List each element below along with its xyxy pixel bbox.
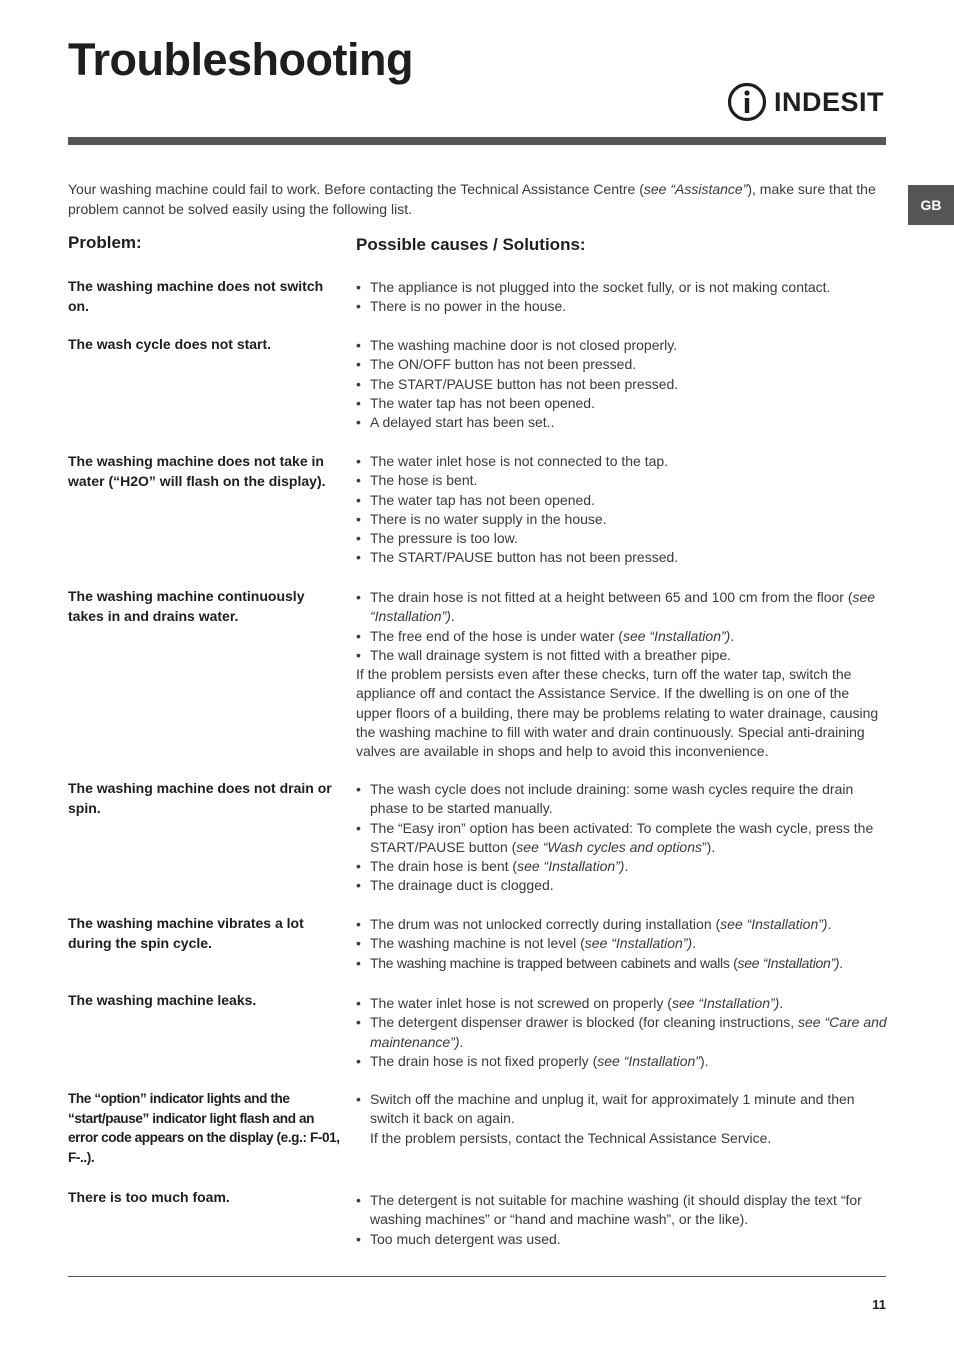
intro-text: Your washing machine could fail to work. Before contacting the Technical Assistance Centre (see “Assistance”), make sure that the problem cannot be solved easily using the following list. bbox=[68, 181, 876, 217]
header-rule bbox=[68, 137, 886, 145]
brand-logo bbox=[726, 82, 884, 122]
solution-item: • Switch off the machine and unplug it, wait for approximately 1 minute and then switch it back on again. bbox=[356, 1090, 888, 1129]
solution-item: • The water tap has not been opened. bbox=[356, 394, 888, 413]
solution-item: • The START/PAUSE button has not been pressed. bbox=[356, 548, 888, 567]
solution-item: • The detergent is not suitable for machine washing (it should display the text “for washing machines” or “hand and machine wash”, or the like). bbox=[356, 1191, 888, 1230]
solution-item: • The drain hose is not fitted at a height between 65 and 100 cm from the floor (see “Installation”). bbox=[356, 588, 888, 627]
solution-item: • The “Easy iron” option has been activated: To complete the wash cycle, press the START/PAUSE button (see “Wash cycles and options”). bbox=[356, 819, 888, 858]
language-tab: GB bbox=[908, 185, 954, 225]
solution-item: • The water inlet hose is not connected to the tap. bbox=[356, 452, 888, 471]
problem-text: The washing machine does not drain or spin. bbox=[68, 780, 332, 816]
problem-text: There is too much foam. bbox=[68, 1189, 230, 1205]
solution-item: • The START/PAUSE button has not been pressed. bbox=[356, 375, 888, 394]
solutions-list bbox=[356, 780, 888, 896]
problem-text: The washing machine does not switch on. bbox=[68, 278, 324, 314]
problem-text: The washing machine does not take in water (“H2O” will flash on the display). bbox=[68, 453, 326, 489]
solution-item: • A delayed start has been set.. bbox=[356, 413, 888, 432]
problem-column-heading: Problem: bbox=[68, 233, 142, 252]
problem-text: The washing machine leaks. bbox=[68, 992, 257, 1008]
solutions-list bbox=[356, 915, 888, 973]
problem-text: The wash cycle does not start. bbox=[68, 336, 272, 352]
page-number: 11 bbox=[872, 1297, 886, 1312]
solution-note: If the problem persists, contact the Technical Assistance Service. bbox=[370, 1129, 772, 1146]
solutions-list bbox=[356, 1191, 888, 1249]
solution-item: • There is no water supply in the house. bbox=[356, 510, 888, 529]
solutions-list bbox=[356, 1090, 888, 1148]
solutions-list bbox=[356, 336, 888, 432]
problem-text: The “option” indicator lights and the “start/pause” indicator light flash and an error code appears on the display (e.g.: F-01, F-..). bbox=[68, 1091, 340, 1165]
solution-item: • There is no power in the house. bbox=[356, 297, 888, 316]
solutions-list bbox=[356, 994, 888, 1071]
solutions-list bbox=[356, 278, 888, 317]
solutions-list bbox=[356, 452, 888, 568]
solution-item: • The detergent dispenser drawer is blocked (for cleaning instructions, see “Care and maintenance”). bbox=[356, 1013, 888, 1052]
solution-item: • The washing machine door is not closed properly. bbox=[356, 336, 888, 355]
solution-item: • The water inlet hose is not screwed on properly (see “Installation”). bbox=[356, 994, 888, 1013]
solution-item: • The washing machine is trapped between cabinets and walls (see “Installation”). bbox=[356, 954, 888, 973]
footer-rule bbox=[68, 1276, 886, 1277]
solution-note: If the problem persists even after these checks, turn off the water tap, switch the appliance off and contact the Assistance Service. If the dwelling is on one of the upper floors of a building, there may be problems relating to water drainage, causing the washing machine to fill with water and drain continuously. Special anti-draining valves are available in shops and help to avoid this inconvenience. bbox=[356, 666, 879, 760]
indesit-logo-icon bbox=[726, 82, 768, 122]
solutions-list bbox=[356, 588, 888, 762]
solutions-column-heading: Possible causes / Solutions: bbox=[356, 235, 586, 254]
solution-item: • The appliance is not plugged into the socket fully, or is not making contact. bbox=[356, 278, 888, 297]
solution-item: • The wall drainage system is not fitted with a breather pipe. bbox=[356, 646, 888, 665]
problem-text: The washing machine vibrates a lot during the spin cycle. bbox=[68, 915, 304, 951]
solution-item: • The drum was not unlocked correctly during installation (see “Installation”). bbox=[356, 915, 888, 934]
solution-item: • The drain hose is bent (see “Installation”). bbox=[356, 857, 888, 876]
solution-item: • The hose is bent. bbox=[356, 471, 888, 490]
solution-item: • The wash cycle does not include draining: some wash cycles require the drain phase to be started manually. bbox=[356, 780, 888, 819]
solution-item: • The ON/OFF button has not been pressed. bbox=[356, 355, 888, 374]
problem-text: The washing machine continuously takes in and drains water. bbox=[68, 588, 305, 624]
solution-item: • The pressure is too low. bbox=[356, 529, 888, 548]
page-title: Troubleshooting bbox=[68, 34, 413, 85]
solution-item: • The free end of the hose is under water (see “Installation”). bbox=[356, 627, 888, 646]
brand-name: INDESIT bbox=[774, 86, 885, 117]
solution-item: • The drainage duct is clogged. bbox=[356, 876, 888, 895]
solution-item: • Too much detergent was used. bbox=[356, 1230, 888, 1249]
solution-item: • The washing machine is not level (see “Installation”). bbox=[356, 934, 888, 953]
solution-item: • The drain hose is not fixed properly (see “Installation”). bbox=[356, 1052, 888, 1071]
solution-item: • The water tap has not been opened. bbox=[356, 491, 888, 510]
